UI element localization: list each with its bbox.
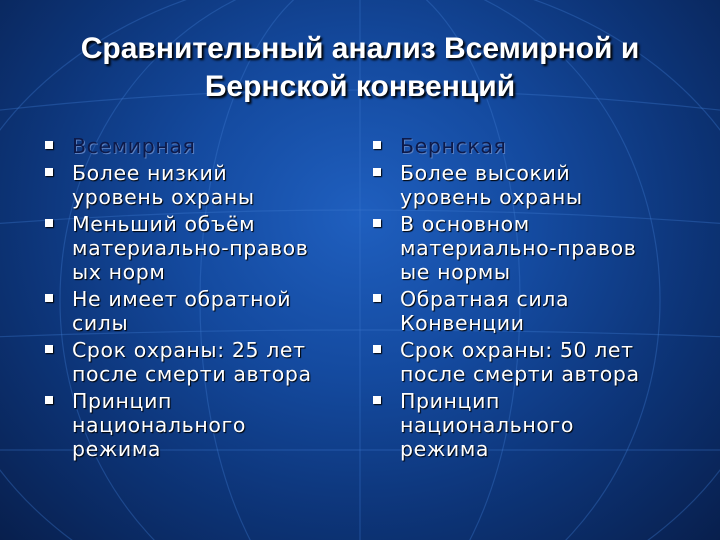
slide-title — [20, 30, 700, 106]
list-item — [370, 212, 670, 284]
left-column-list — [42, 134, 342, 464]
list-item-text: Принцип национального режима — [400, 389, 574, 461]
list-item — [370, 287, 670, 335]
slide-title-line1: Сравнительный анализ Всемирной и — [80, 32, 640, 65]
list-item-text: В основном материально-правов ые нормы — [400, 212, 637, 284]
list-item — [370, 389, 670, 461]
square-bullet-icon — [45, 168, 53, 176]
list-item-text: Более низкий уровень охраны — [72, 161, 255, 209]
list-item-text: Принцип национального режима — [72, 389, 246, 461]
square-bullet-icon — [45, 141, 53, 149]
list-item — [42, 389, 342, 461]
list-item — [42, 212, 342, 284]
list-item-text: Срок охраны: 50 лет после смерти автора — [400, 338, 640, 386]
list-item — [370, 161, 670, 209]
list-item — [42, 287, 342, 335]
list-item — [42, 338, 342, 386]
list-item-text: Меньший объём материально-правов ых норм — [72, 212, 309, 284]
list-item — [42, 161, 342, 209]
left-column-heading — [42, 134, 342, 158]
list-item-text: Более высокий уровень охраны — [400, 161, 583, 209]
square-bullet-icon — [373, 168, 381, 176]
square-bullet-icon — [45, 219, 53, 227]
square-bullet-icon — [45, 294, 53, 302]
right-heading-text: Бернская — [400, 134, 507, 158]
left-heading-text: Всемирная — [72, 134, 196, 158]
list-item-text: Срок охраны: 25 лет после смерти автора — [72, 338, 312, 386]
right-column-list — [370, 134, 670, 464]
list-item — [370, 338, 670, 386]
square-bullet-icon — [373, 219, 381, 227]
square-bullet-icon — [373, 141, 381, 149]
square-bullet-icon — [45, 345, 53, 353]
square-bullet-icon — [373, 396, 381, 404]
list-item-text: Обратная сила Конвенции — [400, 287, 570, 335]
square-bullet-icon — [373, 345, 381, 353]
slide-title-line2: Бернской конвенций — [204, 70, 516, 103]
list-item-text: Не имеет обратной силы — [72, 287, 292, 335]
square-bullet-icon — [373, 294, 381, 302]
right-column-heading — [370, 134, 670, 158]
square-bullet-icon — [45, 396, 53, 404]
